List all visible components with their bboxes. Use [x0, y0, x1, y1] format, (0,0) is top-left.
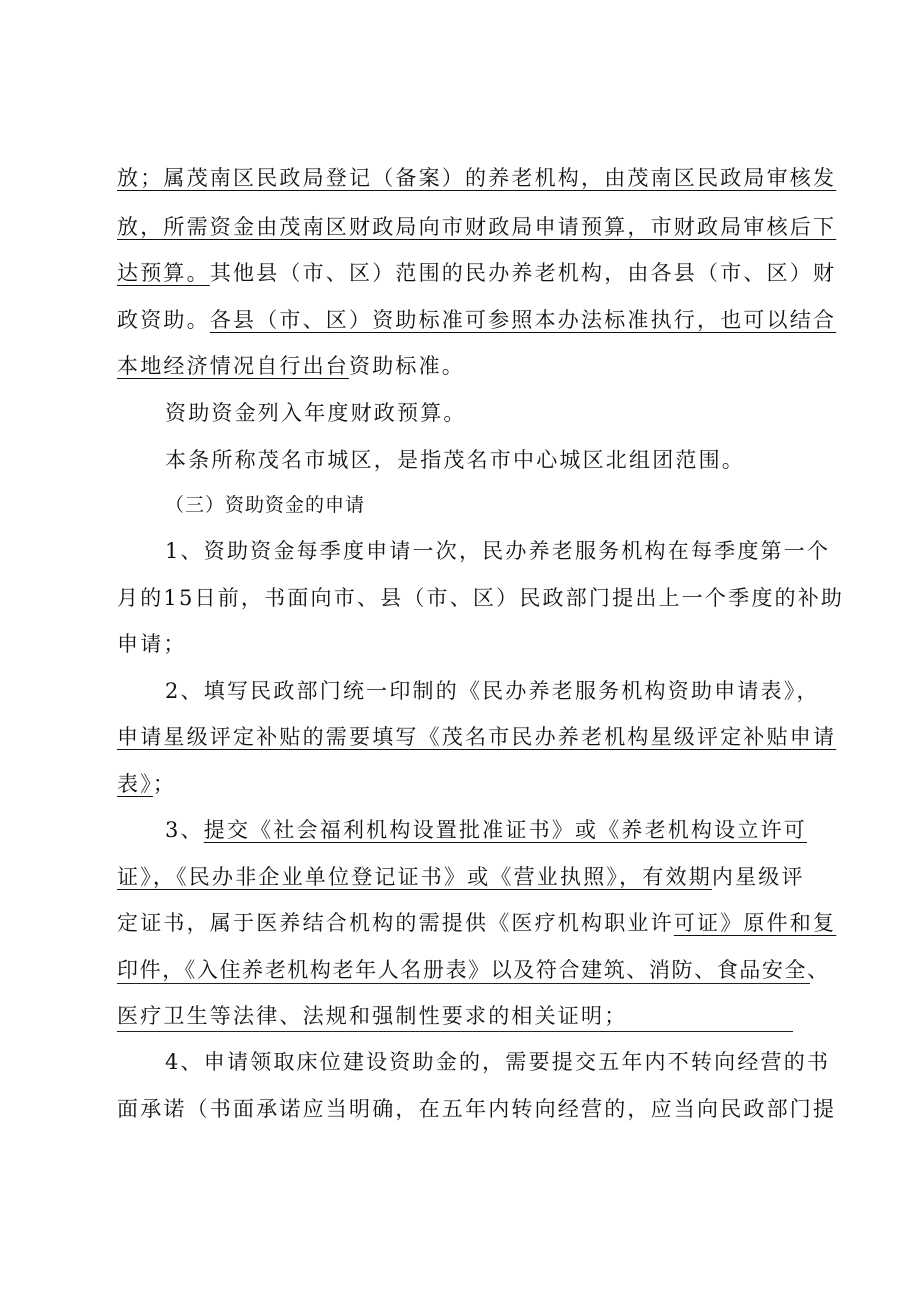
body-text: 4、申请领取床位建设资助金的，需要提交五年内不转向经营的书 — [165, 1050, 831, 1074]
text-line — [165, 398, 467, 428]
underlined-text: 表》 — [117, 772, 153, 796]
underlined-text: 提交《社会福利机构设置批准证书》或《养老机构设立许可 — [203, 818, 807, 842]
body-text: 申请； — [117, 632, 187, 656]
body-text: 2、填写民政部门统一印制的《民办养老服务机构资助申请表》， — [165, 679, 820, 703]
text-line — [117, 258, 836, 288]
underlined-text: 可证》原件和复 — [673, 911, 837, 935]
section-heading — [165, 490, 365, 520]
body-text: 相关证明； — [511, 1004, 628, 1028]
body-text: 其他县（市、区）范围的民办养老机构，由各县（市、区）财 — [209, 261, 837, 285]
text-line — [165, 676, 820, 706]
text-line — [165, 536, 830, 566]
text-line — [117, 1001, 627, 1031]
text-line — [117, 955, 830, 985]
underlined-text: 达预算。 — [117, 261, 210, 285]
underlined-text: 放，所需资金由茂南区财政局向市财政局申请预算，市财政局审核后下 — [117, 215, 837, 239]
underlined-text: 放；属茂南区民政局登记（备案）的养老机构，由茂南区民政局审核发 — [117, 166, 837, 190]
body-text: 资助资金列入年度财政预算。 — [165, 401, 467, 425]
body-text: 印件，《入住养老机构老年人名册表》以及符合建筑、消防、食品安全、 — [117, 958, 830, 982]
body-text: ； — [152, 772, 177, 796]
underlined-text: 证》，《民办非企业单位登记证书》或《营业执照》，有效期 — [117, 865, 712, 889]
body-text: 月的15日前，书面向市、县（市、区）民政部门提出上一个季度的补助 — [117, 586, 845, 610]
text-line — [117, 722, 836, 752]
body-text: 医疗卫生等法律、法规和强制性要求的 — [117, 1004, 512, 1028]
underline-rule — [117, 1031, 793, 1032]
text-line — [117, 862, 805, 892]
text-line — [117, 583, 844, 613]
underlined-text: 各县（市、区）资助标准可参照本办法标准执行，也可以结合 — [209, 308, 837, 332]
text-line — [165, 445, 745, 475]
text-line — [117, 629, 187, 659]
heading-text: （三）资助资金的申请 — [165, 494, 366, 516]
body-text: 本条所称茂名市城区，是指茂名市中心城区北组团范围。 — [165, 448, 745, 472]
text-line — [117, 351, 465, 381]
text-line — [117, 769, 176, 799]
body-text: 面承诺（书面承诺应当明确，在五年内转向经营的，应当向民政部门提 — [117, 1097, 837, 1121]
underlined-text: 申请星级评定补贴的需要填写《茂名市民办养老机构星级评定补贴申请 — [117, 725, 837, 749]
body-text: 政资助。 — [117, 308, 210, 332]
underline-rule — [117, 983, 810, 984]
text-line — [165, 815, 807, 845]
body-text: 1、资助资金每季度申请一次，民办养老服务机构在每季度第一个 — [165, 539, 831, 563]
text-line — [117, 212, 836, 242]
text-line — [165, 1047, 830, 1077]
text-line — [117, 163, 836, 193]
body-text: 资助标准。 — [349, 354, 465, 378]
text-line — [117, 908, 836, 938]
underlined-text: 本地经济情况自行出台 — [117, 354, 349, 378]
body-text: 定证书，属于医养结合机构的需提供《医疗机构职业许 — [117, 911, 674, 935]
text-line — [117, 305, 836, 335]
text-line — [117, 1094, 836, 1124]
body-text: 3、 — [165, 818, 204, 842]
body-text: 内星级评 — [711, 865, 805, 889]
